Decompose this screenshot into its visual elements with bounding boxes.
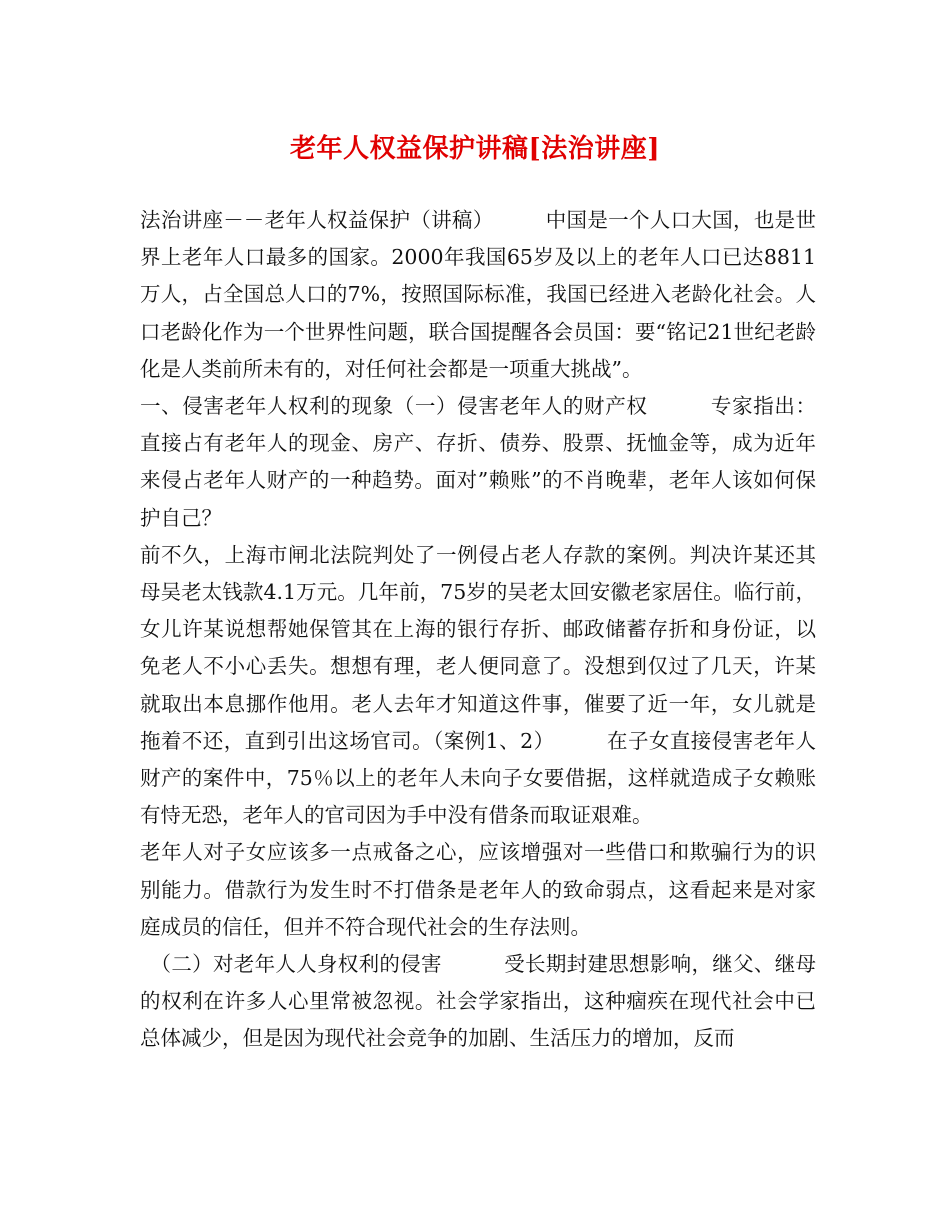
paragraph-personal-rights: （二）对老年人人身权利的侵害 受长期封建思想影响，继父、继母的权利在许多人心里常被忽视。社会学家指出，这种痼疾在现代社会中已总体减少，但是因为现代社会竞争的加剧、生活压力的增加，反而 [140,952,816,1051]
paragraph-advice: 老年人对子女应该多一点戒备之心，应该增强对一些借口和欺骗行为的识别能力。借款行为发生时不打借条是老年人的致命弱点，这看起来是对家庭成员的信任，但并不符合现代社会的生存法则。 [140,840,816,939]
paragraph-intro: 法治讲座－－老年人权益保护（讲稿） 中国是一个人口大国，也是世界上老年人口最多的国家。2000年我国65岁及以上的老年人口已达8811万人，占全国总人口的7%，按照国际标准，我国已经进入老龄化社会。人口老龄化作为一个世界性问题，联合国提醒各会员国：要“铭记21世纪老龄化是人类前所未有的，对任何社会都是一项重大挑战”。 [140,208,816,381]
paragraph-property-rights: 一、侵害老年人权利的现象（一）侵害老年人的财产权 专家指出：直接占有老年人的现金、房产、存折、债券、股票、抚恤金等，成为近年来侵占老年人财产的一种趋势。面对”赖账”的不肖晚辈，老年人该如何保护自己？ [140,394,816,530]
paragraph-case: 前不久，上海市闸北法院判处了一例侵占老人存款的案例。判决许某还其母吴老太钱款4.1万元。几年前，75岁的吴老太回安徽老家居住。临行前，女儿许某说想帮她保管其在上海的银行存折、邮政储蓄存折和身份证，以免老人不小心丢失。想想有理，老人便同意了。没想到仅过了几天，许某就取出本息挪作他用。老人去年才知道这件事，催要了近一年，女儿就是拖着不还，直到引出这场官司。（案例1、2） 在子女直接侵害老年人财产的案件中，75％以上的老年人未向子女要借据，这样就造成子女赖账有恃无恐，老年人的官司因为手中没有借条而取证艰难。 [140,542,816,828]
document-title: 老年人权益保护讲稿[法治讲座] [289,134,661,164]
document-body [140,202,816,1058]
